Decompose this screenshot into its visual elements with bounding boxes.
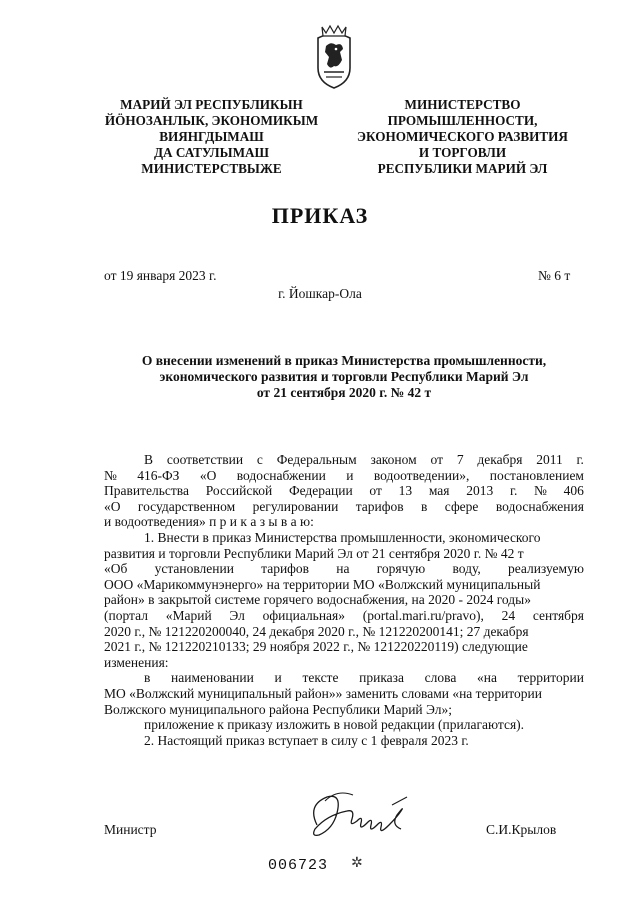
body-line: 1. Внести в приказ Министерства промышленности, экономического [144, 529, 541, 545]
header-russian-title [355, 97, 570, 177]
header-mari-title [104, 97, 319, 177]
body-line: и водоотведения» п р и к а з ы в а ю: [104, 514, 314, 530]
subject-line: О внесении изменений в приказ Министерства промышленности, [141, 353, 547, 368]
subject-line: от 21 сентября 2020 г. № 42 т [256, 385, 432, 400]
body-line: МО «Волжский муниципальный район»» заменить словами «на территории [104, 685, 542, 701]
header-right-line: ЭКОНОМИЧЕСКОГО РАЗВИТИЯ [357, 129, 568, 144]
body-line: район» в закрытой системе горячего водоснабжения, на 2020 - 2024 годы» [104, 592, 531, 608]
body-line: развития и торговли Республики Марий Эл от 21 сентября 2020 г. № 42 т [104, 545, 524, 561]
body-line: № 416-ФЗ «О водоснабжении и водоотведении», постановлением [104, 467, 584, 483]
header-right-line: И ТОРГОВЛИ [418, 145, 507, 160]
serial-number: 006723 [268, 857, 329, 874]
order-city: г. Йошкар-Ола [278, 286, 362, 301]
header-left-line: ДА САТУЛЫМАШ [153, 145, 270, 160]
header-left-line: МАРИЙ ЭЛ РЕСПУБЛИКЫН [120, 97, 303, 112]
body-line: «Об установлении тарифов на горячую воду, реализуемую [104, 561, 584, 577]
body-line: Правительства Российской Федерации от 13 мая 2013 г. № 406 [104, 483, 584, 499]
body-line: В соответствии с Федеральным законом от 7 декабря 2011 г. [144, 452, 584, 467]
signatory-name: С.И.Крылов [486, 822, 557, 837]
body-line: изменения: [104, 654, 169, 670]
order-number: № 6 т [538, 268, 571, 283]
header-right-line: МИНИСТЕРСТВО [404, 97, 521, 112]
header-left-line: ЙӦНОЗАНЛЫК, ЭКОНОМИКЫМ [104, 113, 319, 128]
security-mark-icon: ✲ [351, 856, 363, 871]
body-line: Волжского муниципального района Республики Марий Эл»; [104, 701, 453, 717]
body-line: ООО «Марикоммунэнерго» на территории МО «Волжский муниципальный [104, 576, 541, 592]
body-line: (портал «Марий Эл официальная» (portal.mari.ru/pravo), 24 сентября [104, 607, 584, 623]
order-body [104, 452, 584, 748]
header-right-line: ПРОМЫШЛЕННОСТИ, [387, 113, 538, 128]
body-line: 2. Настоящий приказ вступает в силу с 1 февраля 2023 г. [144, 732, 469, 748]
document-title: ПРИКАЗ [271, 203, 369, 228]
order-date: от 19 января 2023 г. [104, 268, 217, 283]
header-right-line: РЕСПУБЛИКИ МАРИЙ ЭЛ [377, 161, 548, 176]
header-left-line: МИНИСТЕРСТВЫЖЕ [141, 161, 282, 176]
body-line: «О государственном регулировании тарифов в сфере водоснабжения [104, 498, 584, 514]
body-line: 2021 г., № 121220210133; 29 ноября 2022 г., № 121220220119) следующие [104, 639, 528, 655]
body-line: в наименовании и тексте приказа слова «на территории [144, 670, 584, 686]
order-subject [104, 353, 584, 401]
coat-of-arms-emblem [312, 24, 356, 90]
body-line: приложение к приказу изложить в новой редакции (прилагаются). [144, 717, 525, 733]
header-left-line: ВИЯНГДЫМАШ [159, 129, 264, 144]
body-line: 2020 г., № 121220200040, 24 декабря 2020 г., № 121220200141; 27 декабря [104, 623, 529, 639]
subject-line: экономического развития и торговли Республики Марий Эл [159, 369, 529, 384]
signatory-position: Министр [104, 822, 157, 837]
handwritten-signature [297, 785, 422, 845]
